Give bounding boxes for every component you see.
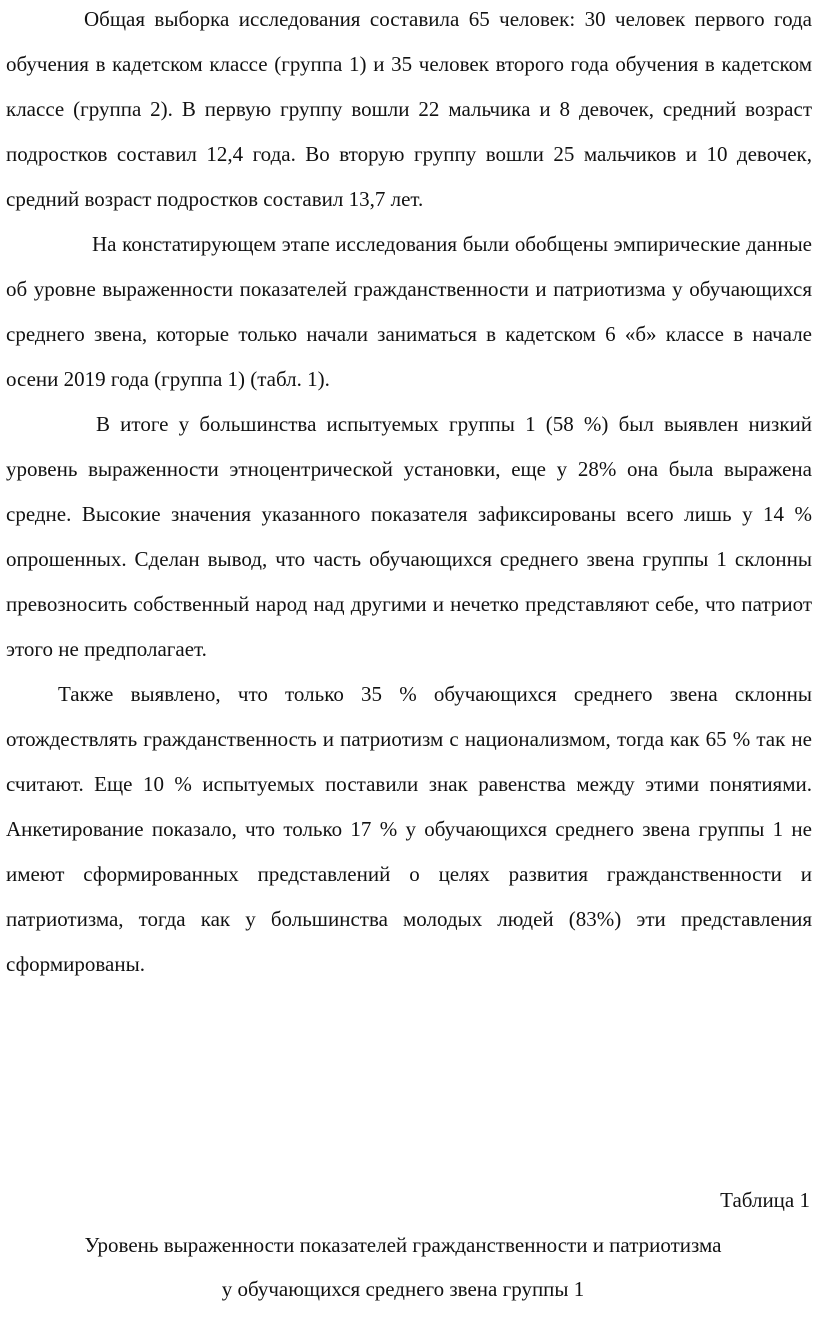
table-label: Таблица 1 [720, 1188, 810, 1212]
document-page [6, 0, 812, 987]
paragraph-sample-description: Общая выборка исследования составила 65 человек: 30 человек первого года обучения в кадетском классе (группа 1) и 35 человек второго года обучения в кадетском классе (группа 2). В первую группу вошли 22 мальчика и 8 девочек, средний возраст подростков составил 12,4 года. Во вторую группу вошли 25 мальчиков и 10 девочек, средний возраст подростков составил 13,7 лет. [6, 7, 812, 211]
paragraph-ascertaining-stage: На констатирующем этапе исследования были обобщены эмпирические данные об уровне выраженности показателей гражданственности и патриотизма у обучающихся среднего звена, которые только начали заниматься в кадетском 6 «б» классе в начале осени 2019 года (группа 1) (табл. 1). [6, 232, 812, 391]
table-title [0, 1223, 806, 1311]
table-title-line-1: Уровень выраженности показателей гражданственности и патриотизма [84, 1233, 722, 1257]
table-title-line-2: у обучающихся среднего звена группы 1 [221, 1277, 585, 1301]
paragraph-ethnocentric-results: В итоге у большинства испытуемых группы 1 (58 %) был выявлен низкий уровень выраженности этноцентрической установки, еще у 28% она была выражена средне. Высокие значения указанного показателя зафиксированы всего лишь у 14 % опрошенных. Сделан вывод, что часть обучающихся среднего звена группы 1 склонны превозносить собственный народ над другими и нечетко представляют себе, что патриот этого не предполагает. [6, 412, 812, 661]
paragraph-nationalism-results: Также выявлено, что только 35 % обучающихся среднего звена склонны отождествлять гражданственность и патриотизм с национализмом, тогда как 65 % так не считают. Еще 10 % испытуемых поставили знак равенства между этими понятиями. Анкетирование показало, что только 17 % у обучающихся среднего звена группы 1 не имеют сформированных представлений о целях развития гражданственности и патриотизма, тогда как у большинства молодых людей (83%) эти представления сформированы. [6, 682, 812, 976]
